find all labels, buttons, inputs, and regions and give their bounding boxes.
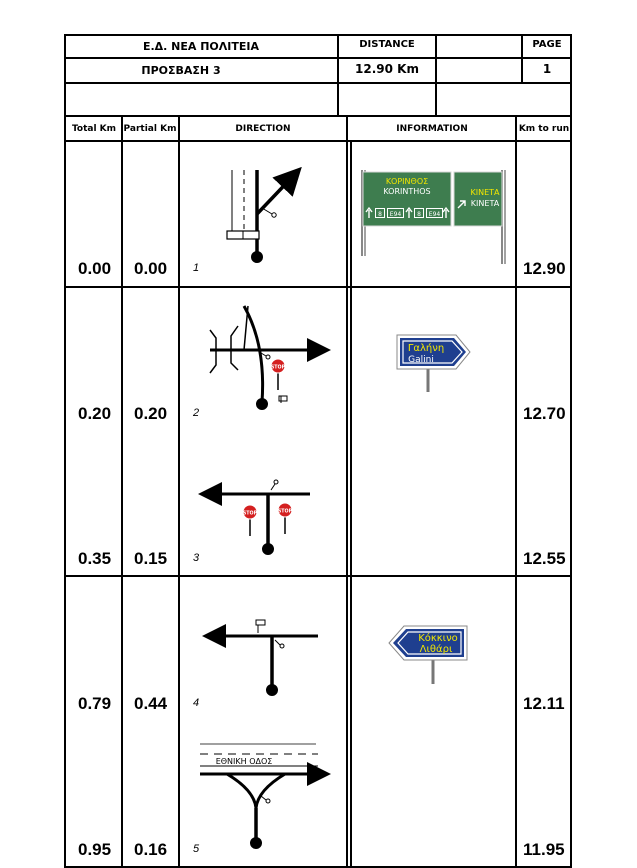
kineta-en-text: KINETA <box>470 199 500 208</box>
step-number-1: 1 <box>193 262 200 274</box>
kokkino-text: Κόκκινο <box>418 633 458 644</box>
road-8-text-b: 8 <box>417 211 421 218</box>
km-to-run-4: 12.11 <box>523 694 565 713</box>
col-information: INFORMATION <box>396 124 468 134</box>
diagram-1 <box>227 170 297 263</box>
step-number-3: 3 <box>193 552 200 564</box>
korinthos-en-text: KORINTHOS <box>383 187 431 196</box>
kineta-gr-text: ΚΙΝΕΤΑ <box>470 188 500 197</box>
km-to-run-1: 12.90 <box>523 259 566 278</box>
diagram-2 <box>210 306 325 410</box>
road-8-text-a: 8 <box>378 211 382 218</box>
sign-kokkino-lithari <box>389 626 467 684</box>
road-e94-text-b: E94 <box>428 211 441 218</box>
stop-text-3b: STOP <box>277 509 293 515</box>
partial-km-5: 0.16 <box>134 840 168 859</box>
stop-text-3a: STOP <box>242 511 258 517</box>
col-total-km: Total Km <box>71 124 117 134</box>
total-km-2: 0.20 <box>78 404 112 423</box>
step-number-4: 4 <box>193 697 200 709</box>
road-e94-text-a: E94 <box>389 211 402 218</box>
partial-km-3: 0.15 <box>134 549 168 568</box>
page-number: 1 <box>542 62 552 76</box>
partial-km-2: 0.20 <box>134 404 168 423</box>
diagram-5 <box>200 744 325 849</box>
sign-korinthos-kineta <box>362 170 505 264</box>
partial-km-1: 0.00 <box>134 259 168 278</box>
ethniki-odos-label: ΕΘΝΙΚΗ ΟΔΟΣ <box>215 757 273 766</box>
partial-km-4: 0.44 <box>134 694 168 713</box>
km-to-run-5: 11.95 <box>523 840 565 859</box>
step-number-5: 5 <box>193 843 200 855</box>
total-km-1: 0.00 <box>78 259 112 278</box>
total-km-4: 0.79 <box>78 694 112 713</box>
total-km-5: 0.95 <box>78 840 112 859</box>
distance-value: 12.90 Km <box>355 62 419 76</box>
galini-gr-text: Γαλήνη <box>407 343 445 354</box>
total-km-3: 0.35 <box>78 549 112 568</box>
route-title: Ε.Δ. ΝΕΑ ΠΟΛΙΤΕΙΑ <box>142 40 260 53</box>
stop-text-2: STOP <box>270 365 286 371</box>
sign-galini <box>397 335 470 392</box>
col-partial-km: Partial Km <box>123 124 177 134</box>
page-label: PAGE <box>532 39 562 50</box>
km-to-run-2: 12.70 <box>523 404 566 423</box>
diagram-3 <box>204 480 310 555</box>
route-subtitle: ΠΡΟΣΒΑΣΗ 3 <box>141 64 221 77</box>
col-direction: DIRECTION <box>235 124 291 134</box>
distance-label: DISTANCE <box>359 39 415 50</box>
diagram-4 <box>208 620 318 696</box>
korinthos-gr-text: ΚΟΡΙΝΘΟΣ <box>385 177 429 186</box>
galini-en-text: Galini <box>408 355 434 365</box>
col-km-to-run: Km to run <box>518 124 570 134</box>
km-to-run-3: 12.55 <box>523 549 566 568</box>
step-number-2: 2 <box>193 407 200 419</box>
lithari-text: Λιθάρι <box>419 644 453 655</box>
